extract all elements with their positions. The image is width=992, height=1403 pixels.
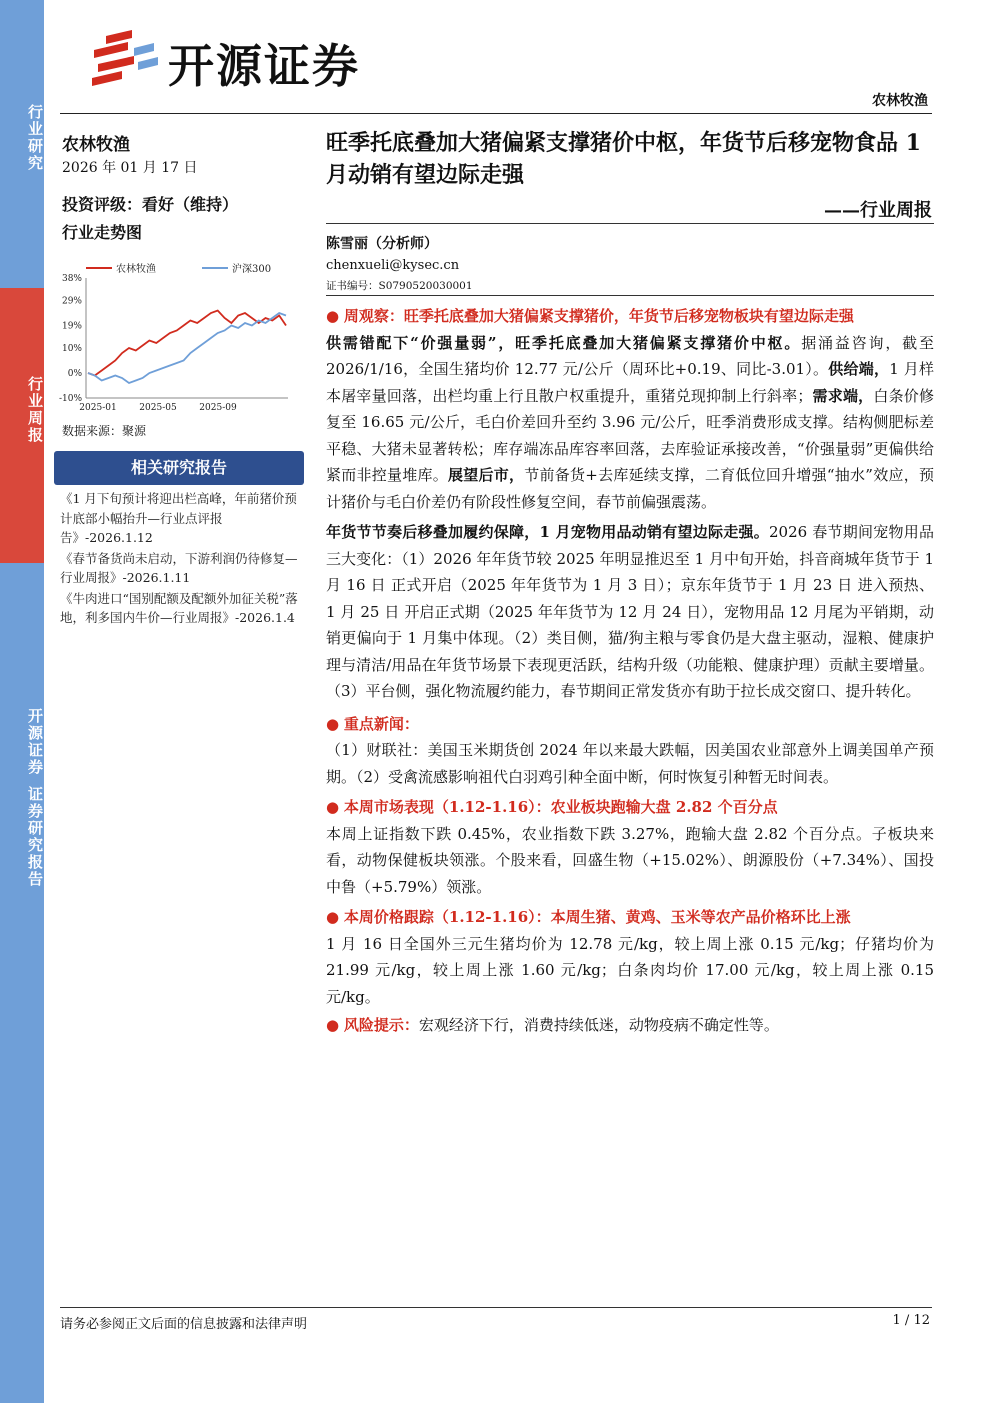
analyst-name: 陈雪丽（分析师） — [326, 236, 438, 252]
bullet-icon: ● — [326, 798, 340, 816]
y-tick-label: 10% — [61, 344, 82, 354]
paragraph-text: 1 月样本屠宰量回落，出栏均重上行且散户权重提升，重猪兑现抑制上行斜率； — [326, 360, 935, 405]
section-heading: 风险提示： — [343, 1016, 419, 1034]
paragraph-lead: 供需错配下“价强量弱”，旺季托底叠加大猪偏紧支撑猪价中枢。 — [326, 333, 802, 352]
chart-source: 数据来源：聚源 — [62, 424, 147, 438]
y-tick-label: -10% — [58, 394, 82, 404]
logo-icon — [88, 28, 162, 90]
section-heading: 周观察：旺季托底叠加大猪偏紧支撑猪价，年货节后移宠物板块有望边际走强 — [343, 307, 854, 325]
sidebar-label-report: 证券研究报告 — [26, 786, 44, 888]
y-tick-label: 29% — [61, 296, 82, 307]
legend-label: 沪深300 — [232, 264, 272, 275]
bullet-icon: ● — [326, 908, 340, 926]
bullet-icon: ● — [326, 1016, 340, 1034]
analyst-cert: 证书编号：S0790520030001 — [326, 280, 473, 292]
related-report-link[interactable]: 《1 月下旬预计将迎出栏高峰，年前猪价预计底部小幅抬升—行业点评报告》-2026.1.12 — [60, 491, 297, 545]
paragraph-text: 节前备货+去库延续支撑，二育低位回升增强“抽水”效应，预计猪价与毛白价差仍有阶段性修复空间，春节前偏强震荡。 — [326, 466, 934, 511]
y-tick-label: 38% — [61, 274, 82, 284]
paragraph-text: 1 月 16 日全国外三元生猪均价为 12.78 元/kg，较上周上涨 0.15 元/kg；仔猪均价为 21.99 元/kg，较上周上涨 1.60 元/kg；白条肉均价 17.00 元/kg，较上周上涨 0.15 元/kg。 — [326, 934, 934, 1006]
bullet-icon: ● — [326, 714, 340, 733]
x-tick-label: 2025-05 — [139, 403, 177, 413]
paragraph-keyword: 供给端， — [828, 360, 890, 378]
trend-chart — [56, 252, 306, 422]
title-divider — [326, 223, 934, 224]
section-heading: 本周市场表现（1.12-1.16）：农业板块跑输大盘 2.82 个百分点 — [343, 798, 778, 816]
header-divider — [60, 113, 932, 114]
report-date: 2026 年 01 月 17 日 — [62, 160, 198, 176]
paragraph-keyword: 需求端， — [812, 386, 874, 405]
related-reports-list — [60, 489, 306, 629]
paragraph-text: 宏观经济下行，消费持续低迷，动物疫病不确定性等。 — [418, 1016, 779, 1034]
y-tick-label: 0% — [67, 369, 82, 379]
footer-divider — [60, 1307, 932, 1308]
section-heading: 重点新闻： — [343, 714, 419, 733]
analyst-email[interactable]: chenxueli@kysec.cn — [326, 258, 460, 273]
sidebar-label-research: 行业研究 — [26, 104, 44, 172]
series-line — [88, 311, 286, 376]
report-body — [326, 303, 934, 1039]
footer-disclaimer: 请务必参阅正文后面的信息披露和法律声明 — [60, 1317, 308, 1332]
sidebar-label-brand: 开源证券 — [26, 708, 44, 776]
section-heading: 本周价格跟踪（1.12-1.16）：本周生猪、黄鸡、玉米等农产品价格环比上涨 — [343, 908, 851, 926]
bullet-icon: ● — [326, 307, 340, 325]
paragraph-text: 据涌益咨询，截至 2026/1/16，全国生猪均价 12.77 元/公斤（周环比+0.19、同比-3.01）。 — [326, 333, 934, 378]
x-tick-label: 2025-09 — [199, 403, 237, 413]
page-number: 1 / 12 — [892, 1313, 930, 1328]
report-subtitle: ——行业周报 — [824, 200, 932, 221]
industry-name: 农林牧渔 — [62, 135, 130, 155]
paragraph-keyword: 展望后市， — [448, 466, 525, 484]
report-title: 旺季托底叠加大猪偏紧支撑猪价中枢，年货节后移宠物食品 1 月动销有望边际走强 — [326, 130, 921, 188]
sidebar-label-weekly: 行业周报 — [26, 376, 44, 444]
paragraph-text: 本周上证指数下跌 0.45%，农业指数下跌 3.27%，跑输大盘 2.82 个百分点。子板块来看，动物保健板块领涨。个股来看，回盛生物（+15.02%）、朗源股份（+7.34%）、国投中鲁（+5.79%）领涨。 — [326, 824, 934, 896]
paragraph-text: 白条价修复至 16.65 元/公斤，毛白价差回升至约 3.96 元/公斤，旺季消费形成支撑。结构侧肥标差平稳、大猪未显著转松；库存端冻品库容率回落，去库验证承接改善，“价强量弱”更偏供给紧而非控量堆库。 — [326, 386, 934, 484]
industry-tag: 农林牧渔 — [872, 93, 928, 109]
sidebar — [0, 0, 44, 1403]
paragraph-lead: 年货节节奏后移叠加履约保障，1 月宠物用品动销有望边际走强。 — [326, 523, 770, 541]
related-report-link[interactable]: 《牛肉进口“国别配额及配额外加征关税”落地，利多国内牛价—行业周报》-2026.1.4 — [60, 590, 298, 625]
legend-label: 农林牧渔 — [116, 264, 156, 275]
related-report-link[interactable]: 《春节备货尚未启动，下游利润仍待修复—行业周报》-2026.1.11 — [60, 550, 298, 585]
analyst-divider — [326, 295, 934, 296]
brand-name: 开源证券 — [168, 39, 360, 93]
x-tick-label: 2025-01 — [79, 403, 117, 413]
investment-rating: 投资评级：看好（维持） — [62, 195, 239, 214]
y-tick-label: 19% — [61, 321, 82, 332]
paragraph-text: 2026 春节期间宠物用品三大变化：（1）2026 年年货节较 2025 年明显推迟至 1 月中旬开始，抖音商城年货节于 1 月 16 日 正式开启（2025 年年货节为 1 月 3 日）；京东年货节于 1 月 23 日 进入预热、 1 月 25 日 开启正式期（2025 年年货节为 12 月 24 日），宠物用品 12 月尾为平销期，动销更偏向于 1 月集中体现。（2）类目侧，猫/狗主粮与零食仍是大盘主驱动，湿粮、健康护理与清洁/用品在年货节场景下表现更活跃，结构升级（功能粮、健康护理）贡献主要增量。（3）平台侧，强化物流履约能力，春节期间正常发货亦有助于拉长成交窗口、提升转化。 — [326, 523, 934, 700]
trend-chart-title: 行业走势图 — [62, 223, 143, 242]
paragraph-text: （1）财联社：美国玉米期货创 2024 年以来最大跌幅，因美国农业部意外上调美国单产预期。（2）受禽流感影响祖代白羽鸡引种全面中断，何时恢复引种暂无时间表。 — [326, 741, 934, 786]
related-reports-header: 相关研究报告 — [54, 451, 304, 485]
